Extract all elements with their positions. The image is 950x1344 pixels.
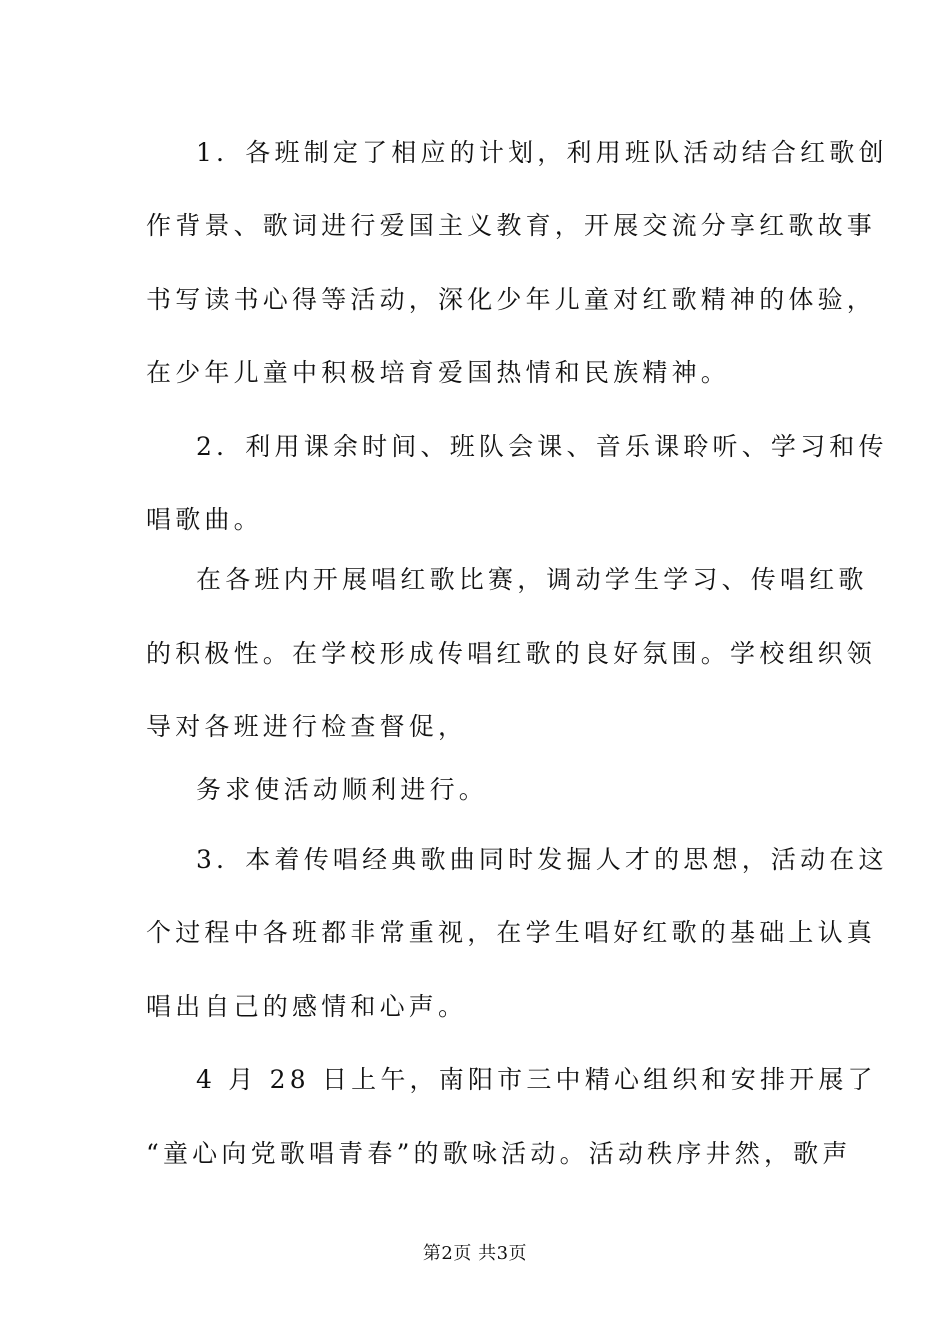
paragraph-line: 1．各班制定了相应的计划，利用班队活动结合红歌创 (196, 138, 888, 167)
paragraph-line: 作背景、歌词进行爱国主义教育，开展交流分享红歌故事 (146, 211, 877, 240)
paragraph-line: 书写读书心得等活动，深化少年儿童对红歌精神的体验， (146, 285, 877, 314)
paragraph-line: 2．利用课余时间、班队会课、音乐课聆听、学习和传 (196, 432, 888, 461)
paragraph-line: 在各班内开展唱红歌比赛，调动学生学习、传唱红歌 (196, 565, 868, 594)
page-footer: 第2页 共3页 (422, 1243, 528, 1264)
paragraph-line: 个过程中各班都非常重视，在学生唱好红歌的基础上认真 (146, 918, 877, 947)
paragraph-line: “童心向党歌唱青春”的歌咏活动。活动秩序井然，歌声 (146, 1139, 852, 1168)
paragraph-line: 唱出自己的感情和心声。 (146, 992, 468, 1021)
paragraph-line: 的积极性。在学校形成传唱红歌的良好氛围。学校组织领 (146, 639, 877, 668)
paragraph-line: 4 月 28 日上午，南阳市三中精心组织和安排开展了 (196, 1065, 877, 1094)
paragraph-line: 在少年儿童中积极培育爱国热情和民族精神。 (146, 358, 731, 387)
paragraph-line: 唱歌曲。 (146, 505, 263, 534)
paragraph-line: 3．本着传唱经典歌曲同时发掘人才的思想，活动在这 (196, 845, 888, 874)
paragraph-line: 导对各班进行检查督促， (146, 712, 468, 741)
paragraph-line: 务求使活动顺利进行。 (196, 775, 489, 804)
